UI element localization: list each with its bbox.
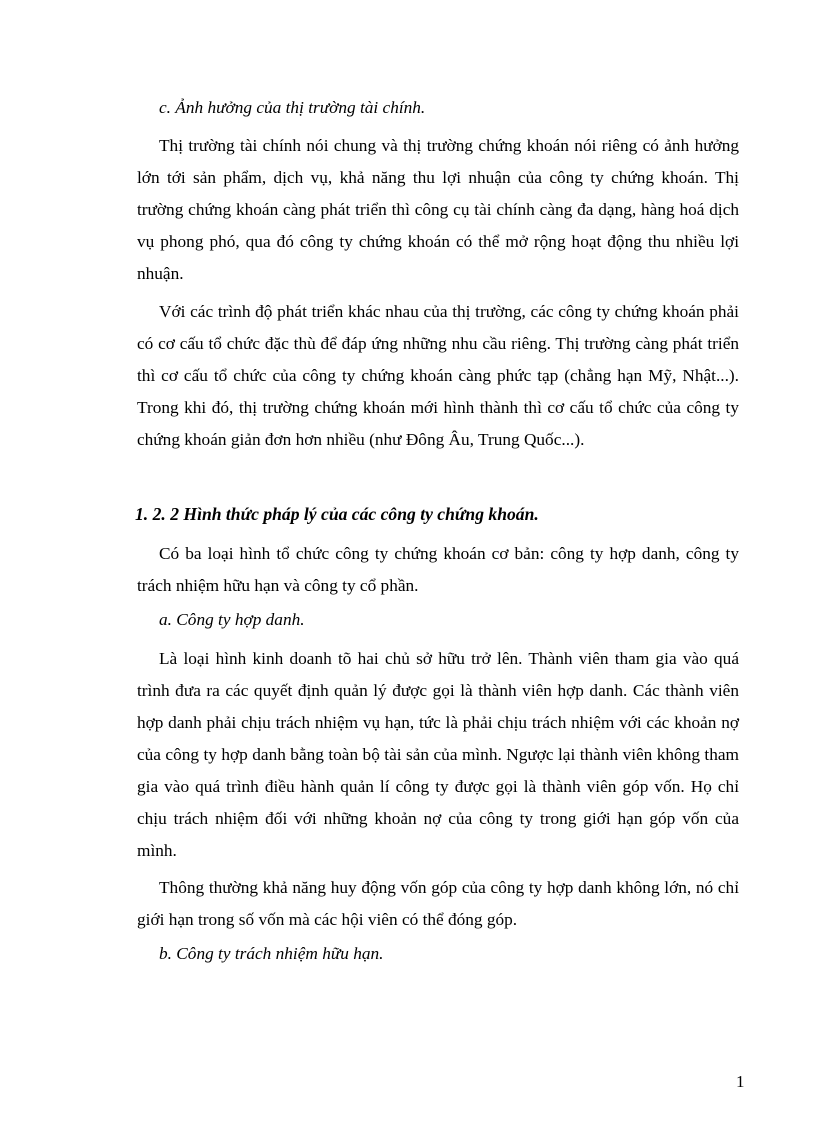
page-number: 1 [736,1072,745,1091]
paragraph-three-organization-types: Có ba loại hình tổ chức công ty chứng khoán cơ bản: công ty hợp danh, công ty trách nhiệm hữu hạn và công ty cổ phần. [137,544,739,595]
paragraph-partnership-description: Là loại hình kinh doanh tõ hai chủ sở hữu trở lên. Thành viên tham gia vào quá trình đưa ra các quyết định quản lý được gọi là thành viên hợp danh. Các thành viên hợp danh phải chịu trách nhiệm vụ hạn, tức là phải chịu trách nhiệm với các khoản nợ của công ty hợp danh bằng toàn bộ tài sản của mình. Ngược lại thành viên không tham gia vào quá trình điều hành quản lí công ty được gọi là thành viên góp vốn. Họ chỉ chịu trách nhiệm đối với những khoản nợ của công ty trong giới hạn góp vốn của mình. [137,649,739,860]
subheading-b-limited-liability: b. Công ty trách nhiệm hữu hạn. [159,944,384,963]
paragraph-organizational-structure: Với các trình độ phát triển khác nhau của thị trường, các công ty chứng khoán phải có cơ cấu tổ chức đặc thù để đáp ứng những nhu cầu riêng. Thị trường càng phát triển thì cơ cấu tổ chức của công ty chứng khoán càng phức tạp (chẳng hạn Mỹ, Nhật...). Trong khi đó, thị trường chứng khoán mới hình thành thì cơ cấu tổ chức của công ty chứng khoán giản đơn hơn nhiều (như Đông Âu, Trung Quốc...). [137,302,739,449]
subheading-a-partnership: a. Công ty hợp danh. [159,610,305,629]
section-heading-legal-forms: 1. 2. 2 Hình thức pháp lý của các công ty chứng khoán. [135,504,539,524]
paragraph-partnership-capital: Thông thường khả năng huy động vốn góp của công ty hợp danh không lớn, nó chỉ giới hạn trong số vốn mà các hội viên có thể đóng góp. [137,878,739,929]
subheading-c-financial-market-impact: c. Ảnh hưởng của thị trường tài chính. [159,98,426,117]
paragraph-financial-market-influence: Thị trường tài chính nói chung và thị trường chứng khoán nói riêng có ảnh hưởng lớn tới sản phẩm, dịch vụ, khả năng thu lợi nhuận của công ty chứng khoán. Thị trường chứng khoán càng phát triển thì công cụ tài chính càng đa dạng, hàng hoá dịch vụ phong phó, qua đó công ty chứng khoán có thể mở rộng hoạt động thu nhiều lợi nhuận. [137,136,739,283]
